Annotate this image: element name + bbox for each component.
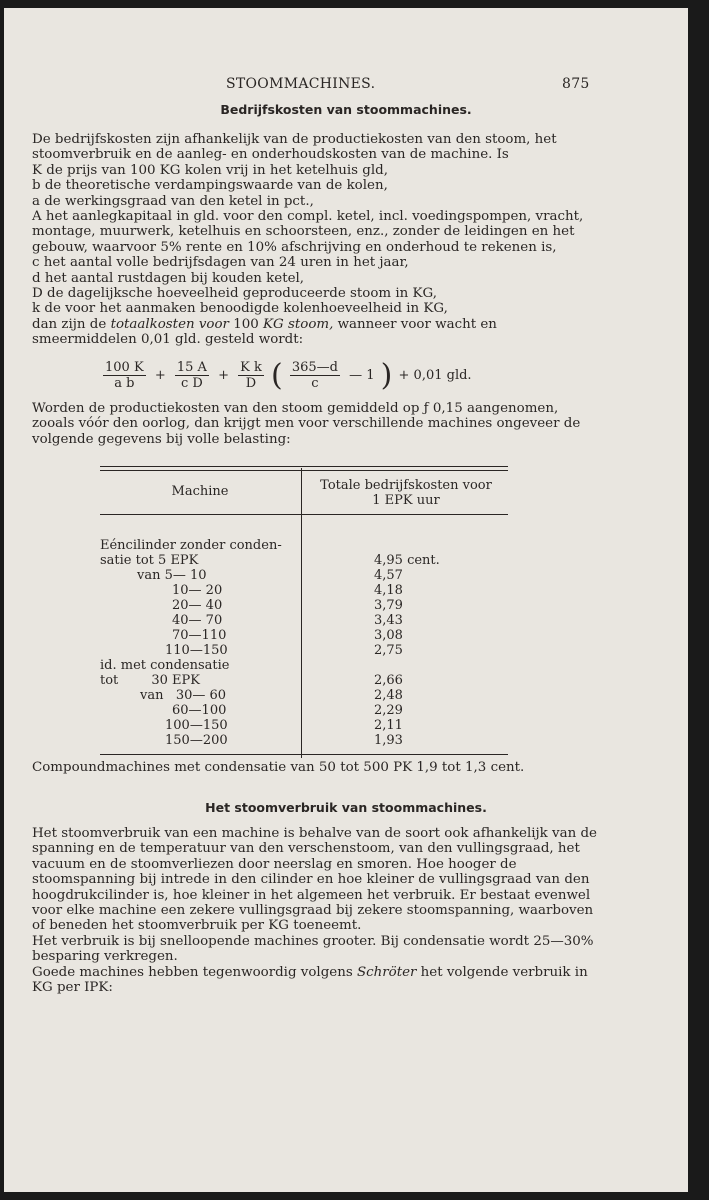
para3-italic-schroter: Schröter: [356, 964, 417, 980]
fraction-denominator: c: [311, 376, 319, 391]
plus-sign: +: [154, 368, 166, 383]
table-row-label: 70—110: [172, 628, 227, 643]
table-row-label: van 5— 10: [137, 568, 207, 583]
cost-formula: [100, 358, 474, 393]
definition-k: k de voor het aanmaken benoodigde kolenhoeveelheid in KG,: [32, 301, 448, 317]
table-header-rule: [100, 514, 508, 515]
plus-sign: +: [218, 368, 229, 383]
table-row-label: 10— 20: [172, 583, 223, 598]
table-row-label: van 30— 60: [140, 688, 227, 703]
running-header-title: STOOMMACHINES.: [226, 76, 376, 92]
table-bottom-rule: [100, 754, 508, 755]
table-header-cost-line1: Totale bedrijfskosten voor: [320, 478, 492, 493]
table-row-label: 20— 40: [172, 598, 223, 613]
table-row-label: 150—200: [165, 733, 228, 748]
table-row-label: satie tot 5 EPK: [100, 553, 199, 568]
definition-b: b de theoretische verdampingswaarde van de kolen,: [32, 178, 388, 194]
fraction-numerator: 100 K: [105, 360, 144, 375]
para3-pre: Goede machines hebben tegenwoordig volgens: [32, 964, 357, 980]
section-heading-stoomverbruik: Het stoomverbruik van stoommachines.: [205, 800, 487, 815]
intro-paragraph: De bedrijfskosten zijn afhankelijk van de productiekosten van den stoom, het stoomverbruik en de aanleg- en onderhoudskosten van de machine. Is: [32, 132, 557, 163]
conclusion-italic-totaalkosten: totaalkosten voor: [110, 316, 229, 332]
fraction-denominator: c D: [180, 376, 203, 391]
book-page: [4, 8, 688, 1192]
definition-D: D de dagelijksche hoeveelheid geproduceerde stoom in KG,: [32, 286, 437, 302]
fraction-numerator: 15 A: [176, 360, 207, 375]
table-row-value: 4,18: [374, 583, 403, 598]
definition-K: K de prijs van 100 KG kolen vrij in het ketelhuis gld,: [32, 162, 388, 178]
section2-paragraph-2: Het verbruik is bij snelloopende machines grooter. Bij condensatie wordt 25—30% besparing verkregen.: [32, 933, 594, 965]
section-heading-bedrijfskosten: Bedrijfskosten van stoommachines.: [220, 102, 472, 117]
table-top-rule-2: [100, 470, 508, 471]
table-row-value: 2,29: [374, 703, 403, 718]
table-row-label: tot 30 EPK: [100, 673, 200, 688]
compound-note-wrap: [32, 760, 600, 775]
compound-note: Compoundmachines met condensatie van 50 tot 500 PK 1,9 tot 1,3 cent.: [32, 760, 525, 775]
definition-c: c het aantal volle bedrijfsdagen van 24 uren in het jaar,: [32, 255, 409, 271]
table-row-label: 100—150: [165, 718, 228, 733]
table-row-value: 1,93: [374, 733, 403, 748]
para3-post: het volgende verbruik in KG per IPK:: [32, 964, 588, 996]
conclusion-post: wanneer voor wacht en smeermiddelen 0,01 gld. gesteld wordt:: [32, 316, 497, 348]
table-row-label: 60—100: [172, 703, 227, 718]
fraction-denominator: D: [245, 376, 257, 391]
table-row-value: 2,75: [374, 643, 403, 658]
table-row-value: 4,57: [374, 568, 403, 583]
table-row-value: 4,95 cent.: [374, 553, 440, 568]
section2-paragraph-1: Het stoomverbruik van een machine is behalve van de soort ook afhankelijk van de spanning en de temperatuur van den verschenstoom, van den vullingsgraad, het vacuum en de stoomverliezen door neerslag en smoren. Hoe hooger de stoomspanning bij intrede in den cilinder en hoe kleiner de vullingsgraad van den hoogdrukcilinder is, hoe kleiner in het algemeen het verbruik. Er bestaat evenwel voor elke machine een zekere vullingsgraad bij zekere stoomspanning, waarboven of beneden het stoomverbruik per KG toeneemt.: [32, 826, 597, 934]
table-row-value: 2,11: [374, 718, 403, 733]
fraction-numerator: K k: [240, 360, 262, 375]
conclusion-italic-kg-stoom: KG stoom,: [263, 316, 334, 332]
conclusion-pre: dan zijn de: [32, 316, 111, 332]
definition-a: a de werkingsgraad van den ketel in pct.,: [32, 193, 314, 209]
table-row-value: 3,08: [374, 628, 403, 643]
table-row-value: 2,66: [374, 673, 403, 688]
table-header-cost-line2: 1 EPK uur: [372, 493, 440, 508]
table-row-value: 3,43: [374, 613, 403, 628]
fraction-numerator: 365—d: [291, 360, 338, 375]
fraction-Kk-D: [238, 360, 264, 391]
section1-body: [32, 132, 600, 348]
table-row-value: 2,48: [374, 688, 403, 703]
section2-paragraph-3: [32, 965, 600, 996]
fraction-denominator: a b: [114, 376, 135, 391]
table-top-rule: [100, 466, 508, 467]
table-header-machine: Machine: [171, 484, 229, 499]
left-paren: (: [270, 358, 283, 393]
fraction-15A-cD: [175, 360, 209, 391]
minus-one: — 1: [349, 368, 375, 383]
conclusion-mid: 100: [228, 316, 264, 332]
page-number: 875: [562, 76, 590, 92]
table-row-label: Eéncilinder zonder conden-: [100, 538, 282, 553]
section2-body: [32, 826, 600, 995]
definition-d: d het aantal rustdagen bij kouden ketel,: [32, 270, 305, 286]
follow-up-paragraph: Worden de productiekosten van den stoom gemiddeld op ƒ 0,15 aangenomen, zooals vóór den oorlog, dan krijgt men voor verschillende machines ongeveer de volgende gegevens bij volle belasting:: [32, 401, 581, 447]
formula-tail: + 0,01 gld.: [398, 368, 472, 383]
definition-A: A het aanlegkapitaal in gld. voor den compl. ketel, incl. voedingspompen, vracht, montage, muurwerk, ketelhuis en schoorsteen, enz., zonder de leidingen en het gebouw, waarvoor 5% rente en 10% afschrijving en onderhoud te rekenen is,: [32, 209, 584, 255]
table-row-label: 40— 70: [172, 613, 223, 628]
table-header-cost: [304, 478, 508, 508]
follow-up-paragraph-wrap: [32, 401, 600, 447]
fraction-365d-c: [290, 360, 340, 391]
fraction-100K-ab: [103, 360, 146, 391]
table-row-value: 3,79: [374, 598, 403, 613]
right-paren: ): [380, 358, 393, 393]
table-row-label: id. met condensatie: [100, 658, 230, 673]
conclusion-paragraph: [32, 317, 600, 348]
table-row-label: 110—150: [165, 643, 228, 658]
